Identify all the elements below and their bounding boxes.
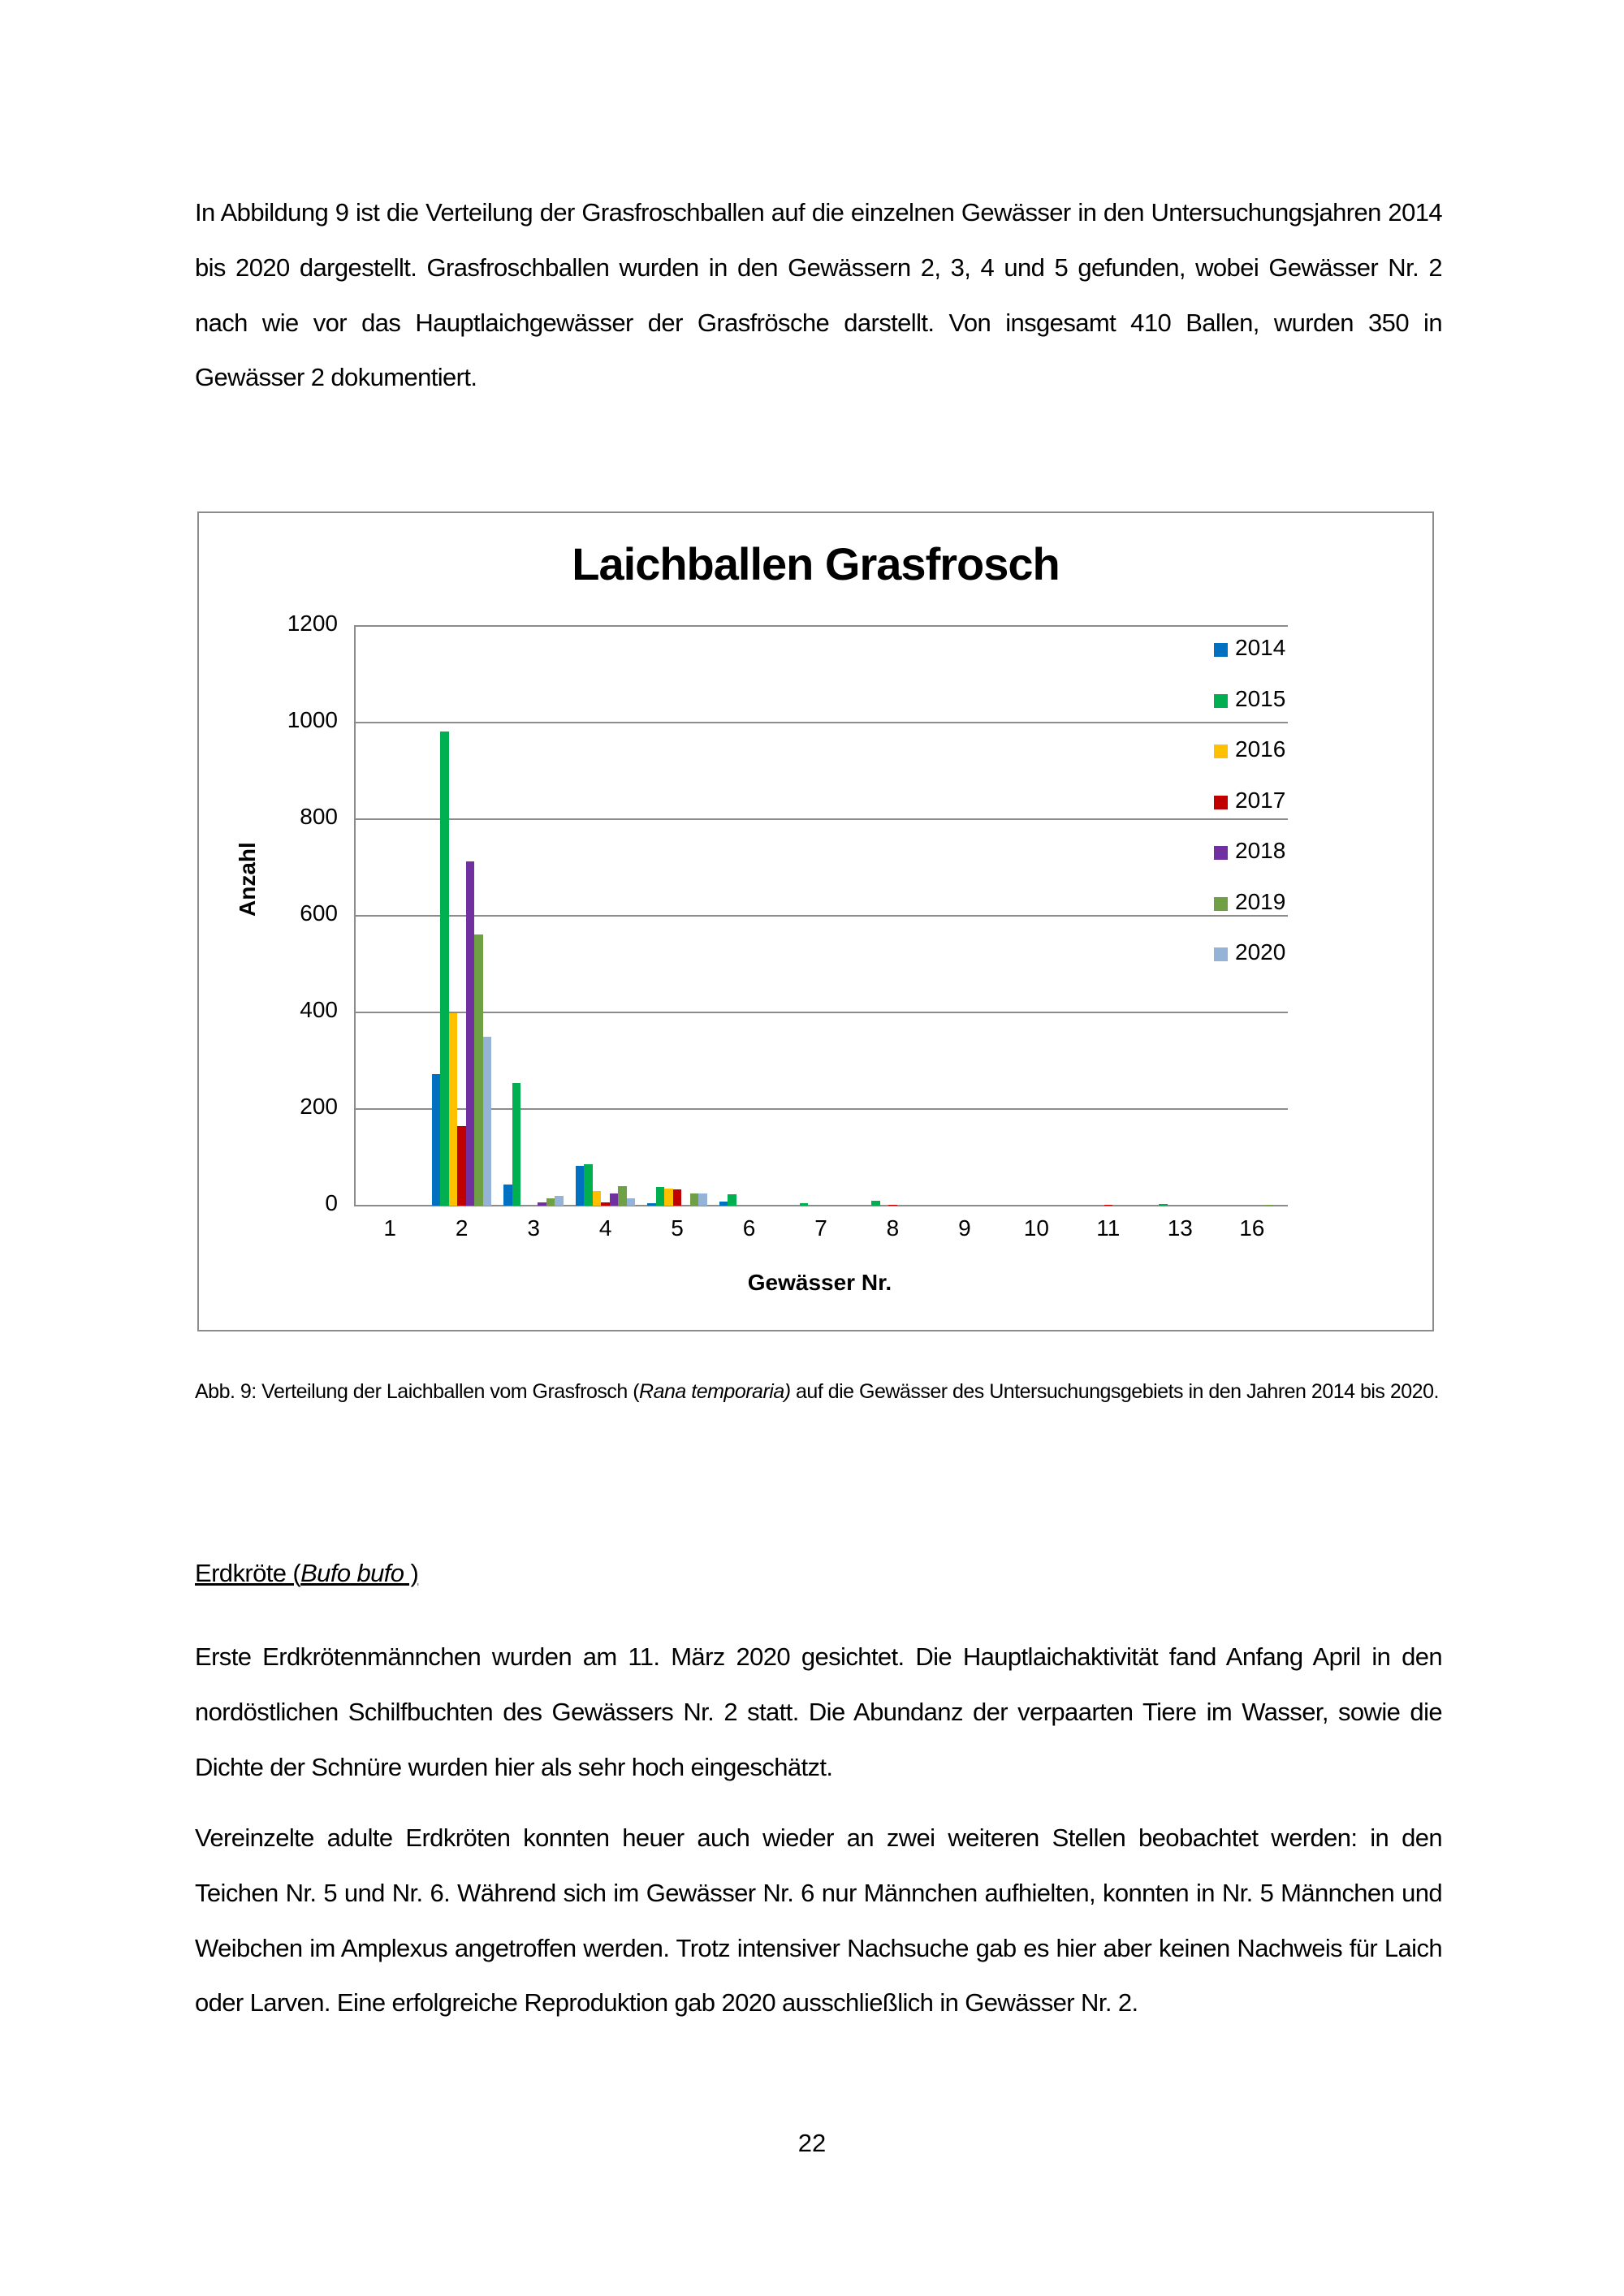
bar-2015-gewaesser-13: [1159, 1204, 1168, 1206]
y-axis-label: Anzahl: [235, 842, 260, 917]
bar-2014-gewaesser-5: [647, 1203, 656, 1206]
x-tick-label: 8: [886, 1215, 900, 1241]
gridline: [354, 818, 1288, 820]
bar-2018-gewaesser-4: [610, 1193, 619, 1206]
legend-swatch-icon: [1214, 744, 1228, 758]
legend-swatch-icon: [1214, 897, 1228, 911]
bar-2016-gewaesser-2: [449, 1013, 458, 1206]
y-tick-label: 800: [300, 804, 338, 829]
bar-2018-gewaesser-3: [538, 1202, 546, 1206]
bar-2015-gewaesser-8: [871, 1201, 880, 1206]
paragraph-erdkroete-1: Erste Erdkrötenmännchen wurden am 11. März 2020 gesichtet. Die Hauptlaichaktivität fand Anfang April in den nordöstlichen Schilfbuchten des Gewässers Nr. 2 statt. Die Abundanz der verpaarten Tiere im Wasser, sowie die Dichte der Schnüre wurden hier als sehr hoch eingeschätzt.: [195, 1642, 1442, 1781]
legend-label: 2017: [1235, 787, 1286, 813]
y-tick-label: 1200: [287, 611, 338, 636]
bar-2017-gewaesser-2: [457, 1126, 466, 1206]
bar-2014-gewaesser-6: [719, 1202, 728, 1206]
section-heading: [195, 1557, 418, 1590]
legend-swatch-icon: [1214, 947, 1228, 961]
x-tick-label: 9: [958, 1215, 971, 1241]
gridline: [354, 722, 1288, 723]
bar-2017-gewaesser-11: [1104, 1205, 1113, 1206]
caption-species: Rana temporaria): [639, 1380, 791, 1403]
bar-2015-gewaesser-5: [656, 1187, 665, 1206]
bar-2017-gewaesser-5: [673, 1189, 682, 1206]
x-tick-label: 16: [1239, 1215, 1265, 1241]
x-tick-label: 11: [1096, 1215, 1121, 1241]
y-axis-line: [354, 626, 356, 1206]
y-tick-label: 400: [300, 997, 338, 1022]
heading-species: Bufo bufo: [300, 1559, 404, 1587]
y-tick-label: 0: [325, 1190, 338, 1215]
plot-area: [354, 626, 1288, 1206]
legend-label: 2016: [1235, 736, 1286, 762]
legend-label: 2019: [1235, 888, 1286, 914]
x-tick-label: 3: [527, 1215, 540, 1241]
x-tick-label: 13: [1167, 1215, 1193, 1241]
x-tick-label: 10: [1023, 1215, 1049, 1241]
y-tick-label: 600: [300, 900, 338, 926]
legend-label: 2020: [1235, 939, 1286, 965]
bar-2019-gewaesser-5: [690, 1193, 699, 1206]
bar-2017-gewaesser-4: [601, 1202, 610, 1206]
bar-2015-gewaesser-7: [800, 1203, 809, 1206]
chart-frame: [197, 511, 1434, 1331]
legend-swatch-icon: [1214, 846, 1228, 860]
chart-title: Laichballen Grasfrosch: [572, 538, 1060, 589]
bar-2016-gewaesser-5: [664, 1189, 673, 1206]
x-tick-label: 5: [671, 1215, 684, 1241]
x-tick-label: 2: [455, 1215, 469, 1241]
page-number: 22: [797, 2129, 827, 2157]
caption-suffix: auf die Gewässer des Untersuchungsgebiets in den Jahren 2014 bis 2020.: [790, 1380, 1439, 1403]
bar-2019-gewaesser-2: [474, 934, 483, 1206]
legend-label: 2014: [1235, 635, 1286, 660]
x-tick-label: 1: [383, 1215, 396, 1241]
paragraph-erdkroete-2: Vereinzelte adulte Erdkröten konnten heuer auch wieder an zwei weiteren Stellen beobachtet werden: in den Teichen Nr. 5 und Nr. 6. Während sich im Gewässer Nr. 6 nur Männchen aufhielten, konnten in Nr. 5 Männchen und Weibchen im Amplexus angetroffen werden. Trotz intensiver Nachsuche gab es hier aber keinen Nachweis für Laich oder Larven. Eine erfolgreiche Reproduktion gab 2020 ausschließlich in Gewässer Nr. 2.: [195, 1823, 1442, 2018]
y-tick-label: 200: [300, 1094, 338, 1119]
gridline: [354, 625, 1288, 627]
legend-label: 2015: [1235, 685, 1286, 711]
bar-2015-gewaesser-3: [512, 1083, 521, 1206]
gridline: [354, 1108, 1288, 1110]
bar-2014-gewaesser-2: [432, 1074, 441, 1206]
gridline: [354, 915, 1288, 917]
gridline: [354, 1205, 1288, 1206]
bar-2018-gewaesser-2: [466, 861, 475, 1206]
bar-2020-gewaesser-4: [627, 1198, 636, 1206]
x-tick-label: 6: [742, 1215, 756, 1241]
x-axis-label: Gewässer Nr.: [747, 1270, 892, 1295]
legend-swatch-icon: [1214, 643, 1228, 657]
bar-2020-gewaesser-2: [483, 1037, 492, 1206]
bar-2015-gewaesser-2: [440, 732, 449, 1206]
figure-caption: [195, 1370, 1445, 1414]
bar-2014-gewaesser-3: [503, 1185, 512, 1206]
x-tick-label: 7: [814, 1215, 827, 1241]
gridline: [354, 1012, 1288, 1013]
caption-prefix: Abb. 9: Verteilung der Laichballen vom Grasfrosch (: [195, 1380, 640, 1403]
bar-2016-gewaesser-4: [593, 1191, 602, 1206]
heading-prefix: Erdkröte (: [195, 1559, 301, 1587]
legend-swatch-icon: [1214, 796, 1228, 809]
bar-2020-gewaesser-3: [555, 1196, 564, 1206]
bar-2017-gewaesser-8: [888, 1205, 897, 1206]
bar-2019-gewaesser-3: [546, 1198, 555, 1206]
bar-2015-gewaesser-6: [728, 1194, 736, 1206]
bar-2020-gewaesser-5: [698, 1193, 707, 1206]
legend-label: 2018: [1235, 838, 1286, 863]
legend-swatch-icon: [1214, 694, 1228, 708]
bar-2015-gewaesser-4: [584, 1164, 593, 1206]
y-tick-label: 1000: [287, 707, 338, 732]
intro-paragraph: In Abbildung 9 ist die Verteilung der Grasfroschballen auf die einzelnen Gewässer in den Untersuchungsjahren 2014 bis 2020 dargestellt. Grasfroschballen wurden in den Gewässern 2, 3, 4 und 5 gefunden, wobei Gewässer Nr. 2 nach wie vor das Hauptlaichgewässer der Grasfrösche darstellt. Von insgesamt 410 Ballen, wurden 350 in Gewässer 2 dokumentiert.: [195, 198, 1442, 392]
bar-2019-gewaesser-4: [618, 1186, 627, 1206]
heading-suffix: ): [404, 1559, 419, 1587]
bar-2014-gewaesser-4: [576, 1166, 585, 1206]
bar-2019-gewaesser-16: [1265, 1205, 1274, 1206]
x-tick-label: 4: [598, 1215, 612, 1241]
